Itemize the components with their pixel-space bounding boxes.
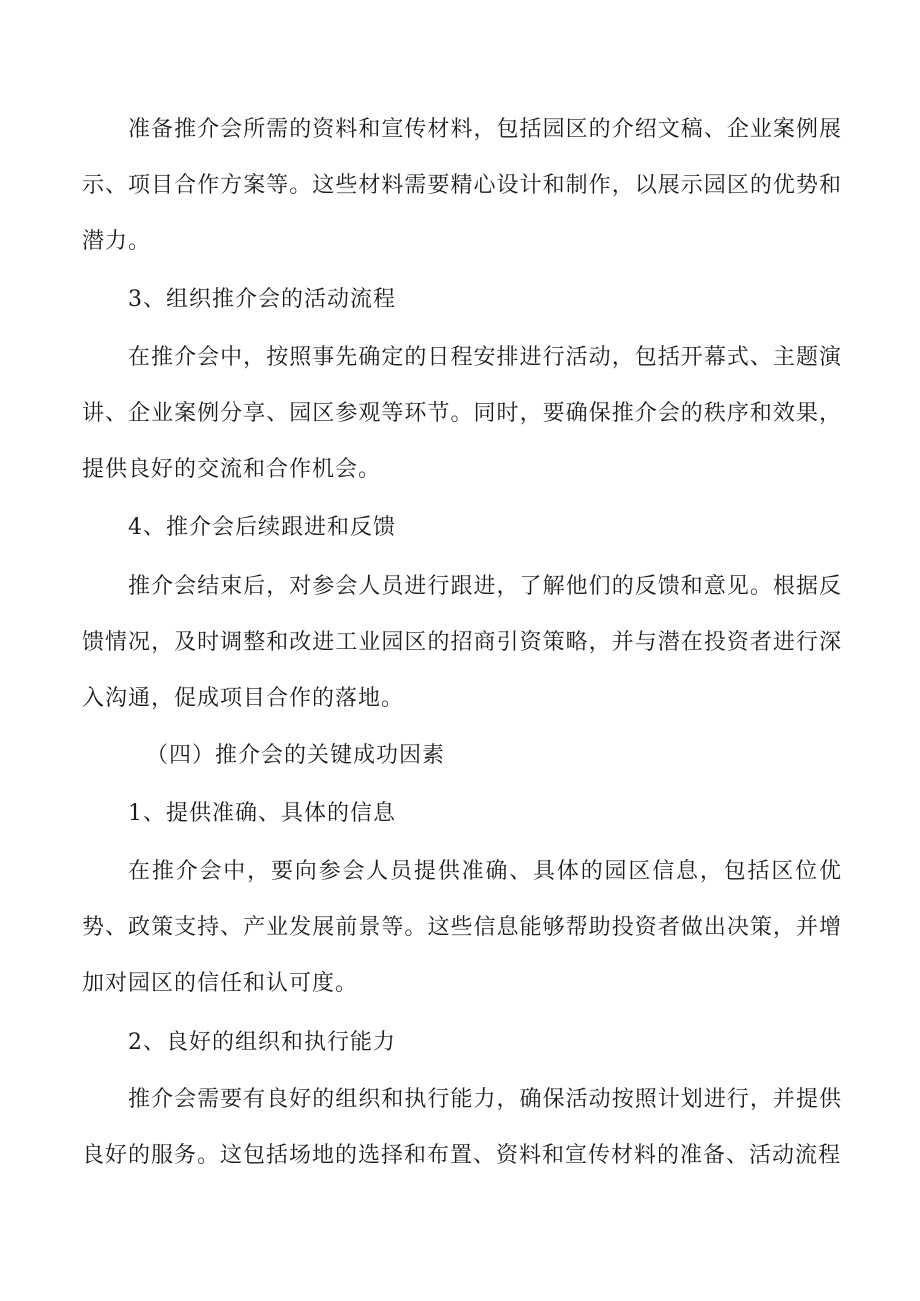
paragraph-follow-up: 推介会结束后，对参会人员进行跟进，了解他们的反馈和意见。根据反馈情况，及时调整和改进工业园区的招商引资策略，并与潜在投资者进行深入沟通，促成项目合作的落地。 <box>82 574 842 711</box>
section-title-key-success-factors: （四）推介会的关键成功因素 <box>146 743 446 768</box>
heading-organization: 2、良好的组织和执行能力 <box>128 1030 396 1055</box>
paragraph-organization: 推介会需要有良好的组织和执行能力，确保活动按照计划进行，并提供良好的服务。这包括场地的选择和布置、资料和宣传材料的准备、活动流程 <box>82 1087 842 1168</box>
paragraph-materials: 准备推介会所需的资料和宣传材料，包括园区的介绍文稿、企业案例展示、项目合作方案等。这些材料需要精心设计和制作，以展示园区的优势和潜力。 <box>82 117 842 254</box>
paragraph-activity-flow: 在推介会中，按照事先确定的日程安排进行活动，包括开幕式、主题演讲、企业案例分享、园区参观等环节。同时，要确保推介会的秩序和效果，提供良好的交流和合作机会。 <box>82 345 842 482</box>
heading-accurate-info: 1、提供准确、具体的信息 <box>128 801 396 826</box>
heading-activity-flow: 3、组织推介会的活动流程 <box>128 287 396 312</box>
paragraph-accurate-info: 在推介会中，要向参会人员提供准确、具体的园区信息，包括区位优势、政策支持、产业发展前景等。这些信息能够帮助投资者做出决策，并增加对园区的信任和认可度。 <box>82 859 842 996</box>
heading-follow-up: 4、推介会后续跟进和反馈 <box>128 515 396 540</box>
